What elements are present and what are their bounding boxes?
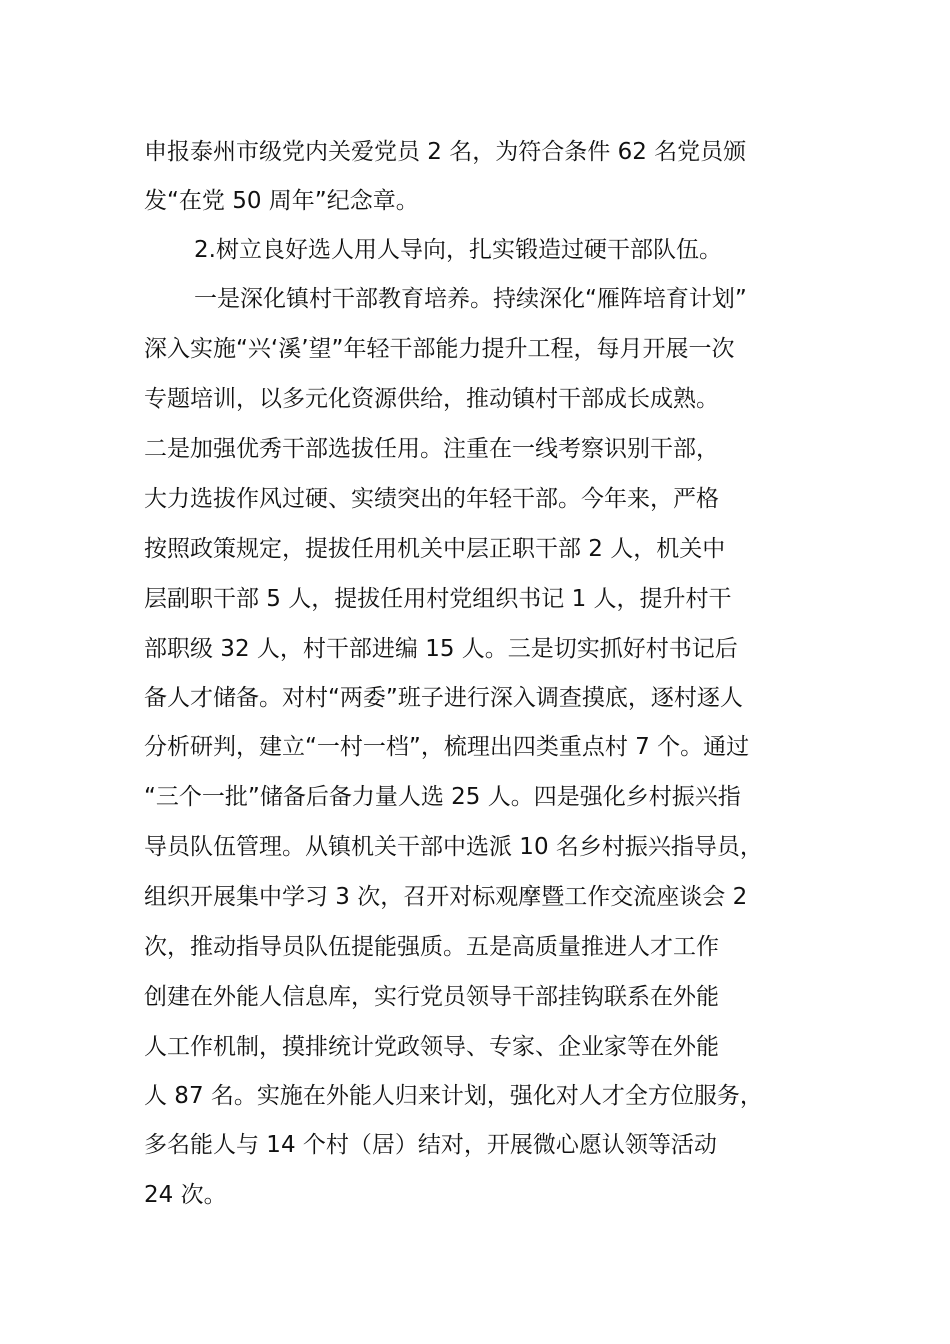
text-line: 申报泰州市级党内关爱党员 2 名，为符合条件 62 名党员颁 [144,139,747,165]
text-line: 按照政策规定，提拔任用机关中层正职干部 2 人，机关中 [144,536,726,562]
text-line: 二是加强优秀干部选拔任用。注重在一线考察识别干部， [144,436,719,462]
text-line: 组织开展集中学习 3 次，召开对标观摩暨工作交流座谈会 2 [144,884,748,910]
text-line: 人 87 名。实施在外能人归来计划，强化对人才全方位服务， [144,1083,763,1109]
text-line: 专题培训，以多元化资源供给，推动镇村干部成长成熟。 [144,386,719,412]
text-line: 次，推动指导员队伍提能强质。五是高质量推进人才工作 [144,934,719,960]
text-line: 人工作机制，摸排统计党政领导、专家、企业家等在外能 [144,1034,719,1060]
text-line: 深入实施“兴‘溪’望”年轻干部能力提升工程，每月开展一次 [144,336,735,362]
text-line: 层副职干部 5 人，提拔任用村党组织书记 1 人，提升村干 [144,586,732,612]
text-line: 24 次。 [144,1182,227,1208]
text-line: 分析研判，建立“一村一档”，梳理出四类重点村 7 个。通过 [144,734,750,760]
text-line: 多名能人与 14 个村（居）结对，开展微心愿认领等活动 [144,1132,717,1158]
text-line: 发“在党 50 周年”纪念章。 [144,188,419,214]
text-line: 一是深化镇村干部教育培养。持续深化“雁阵培育计划” [194,286,747,312]
section-heading: 2.树立良好选人用人导向，扎实锻造过硬干部队伍。 [194,237,722,263]
text-line: 导员队伍管理。从镇机关干部中选派 10 名乡村振兴指导员， [144,834,763,860]
text-line: 大力选拔作风过硬、实绩突出的年轻干部。今年来，严格 [144,486,719,512]
text-line: 部职级 32 人，村干部进编 15 人。三是切实抓好村书记后 [144,636,738,662]
text-line: “三个一批”储备后备力量人选 25 人。四是强化乡村振兴指 [144,784,741,810]
text-line: 备人才储备。对村“两委”班子进行深入调查摸底，逐村逐人 [144,685,743,711]
text-line: 创建在外能人信息库，实行党员领导干部挂钩联系在外能 [144,984,719,1010]
